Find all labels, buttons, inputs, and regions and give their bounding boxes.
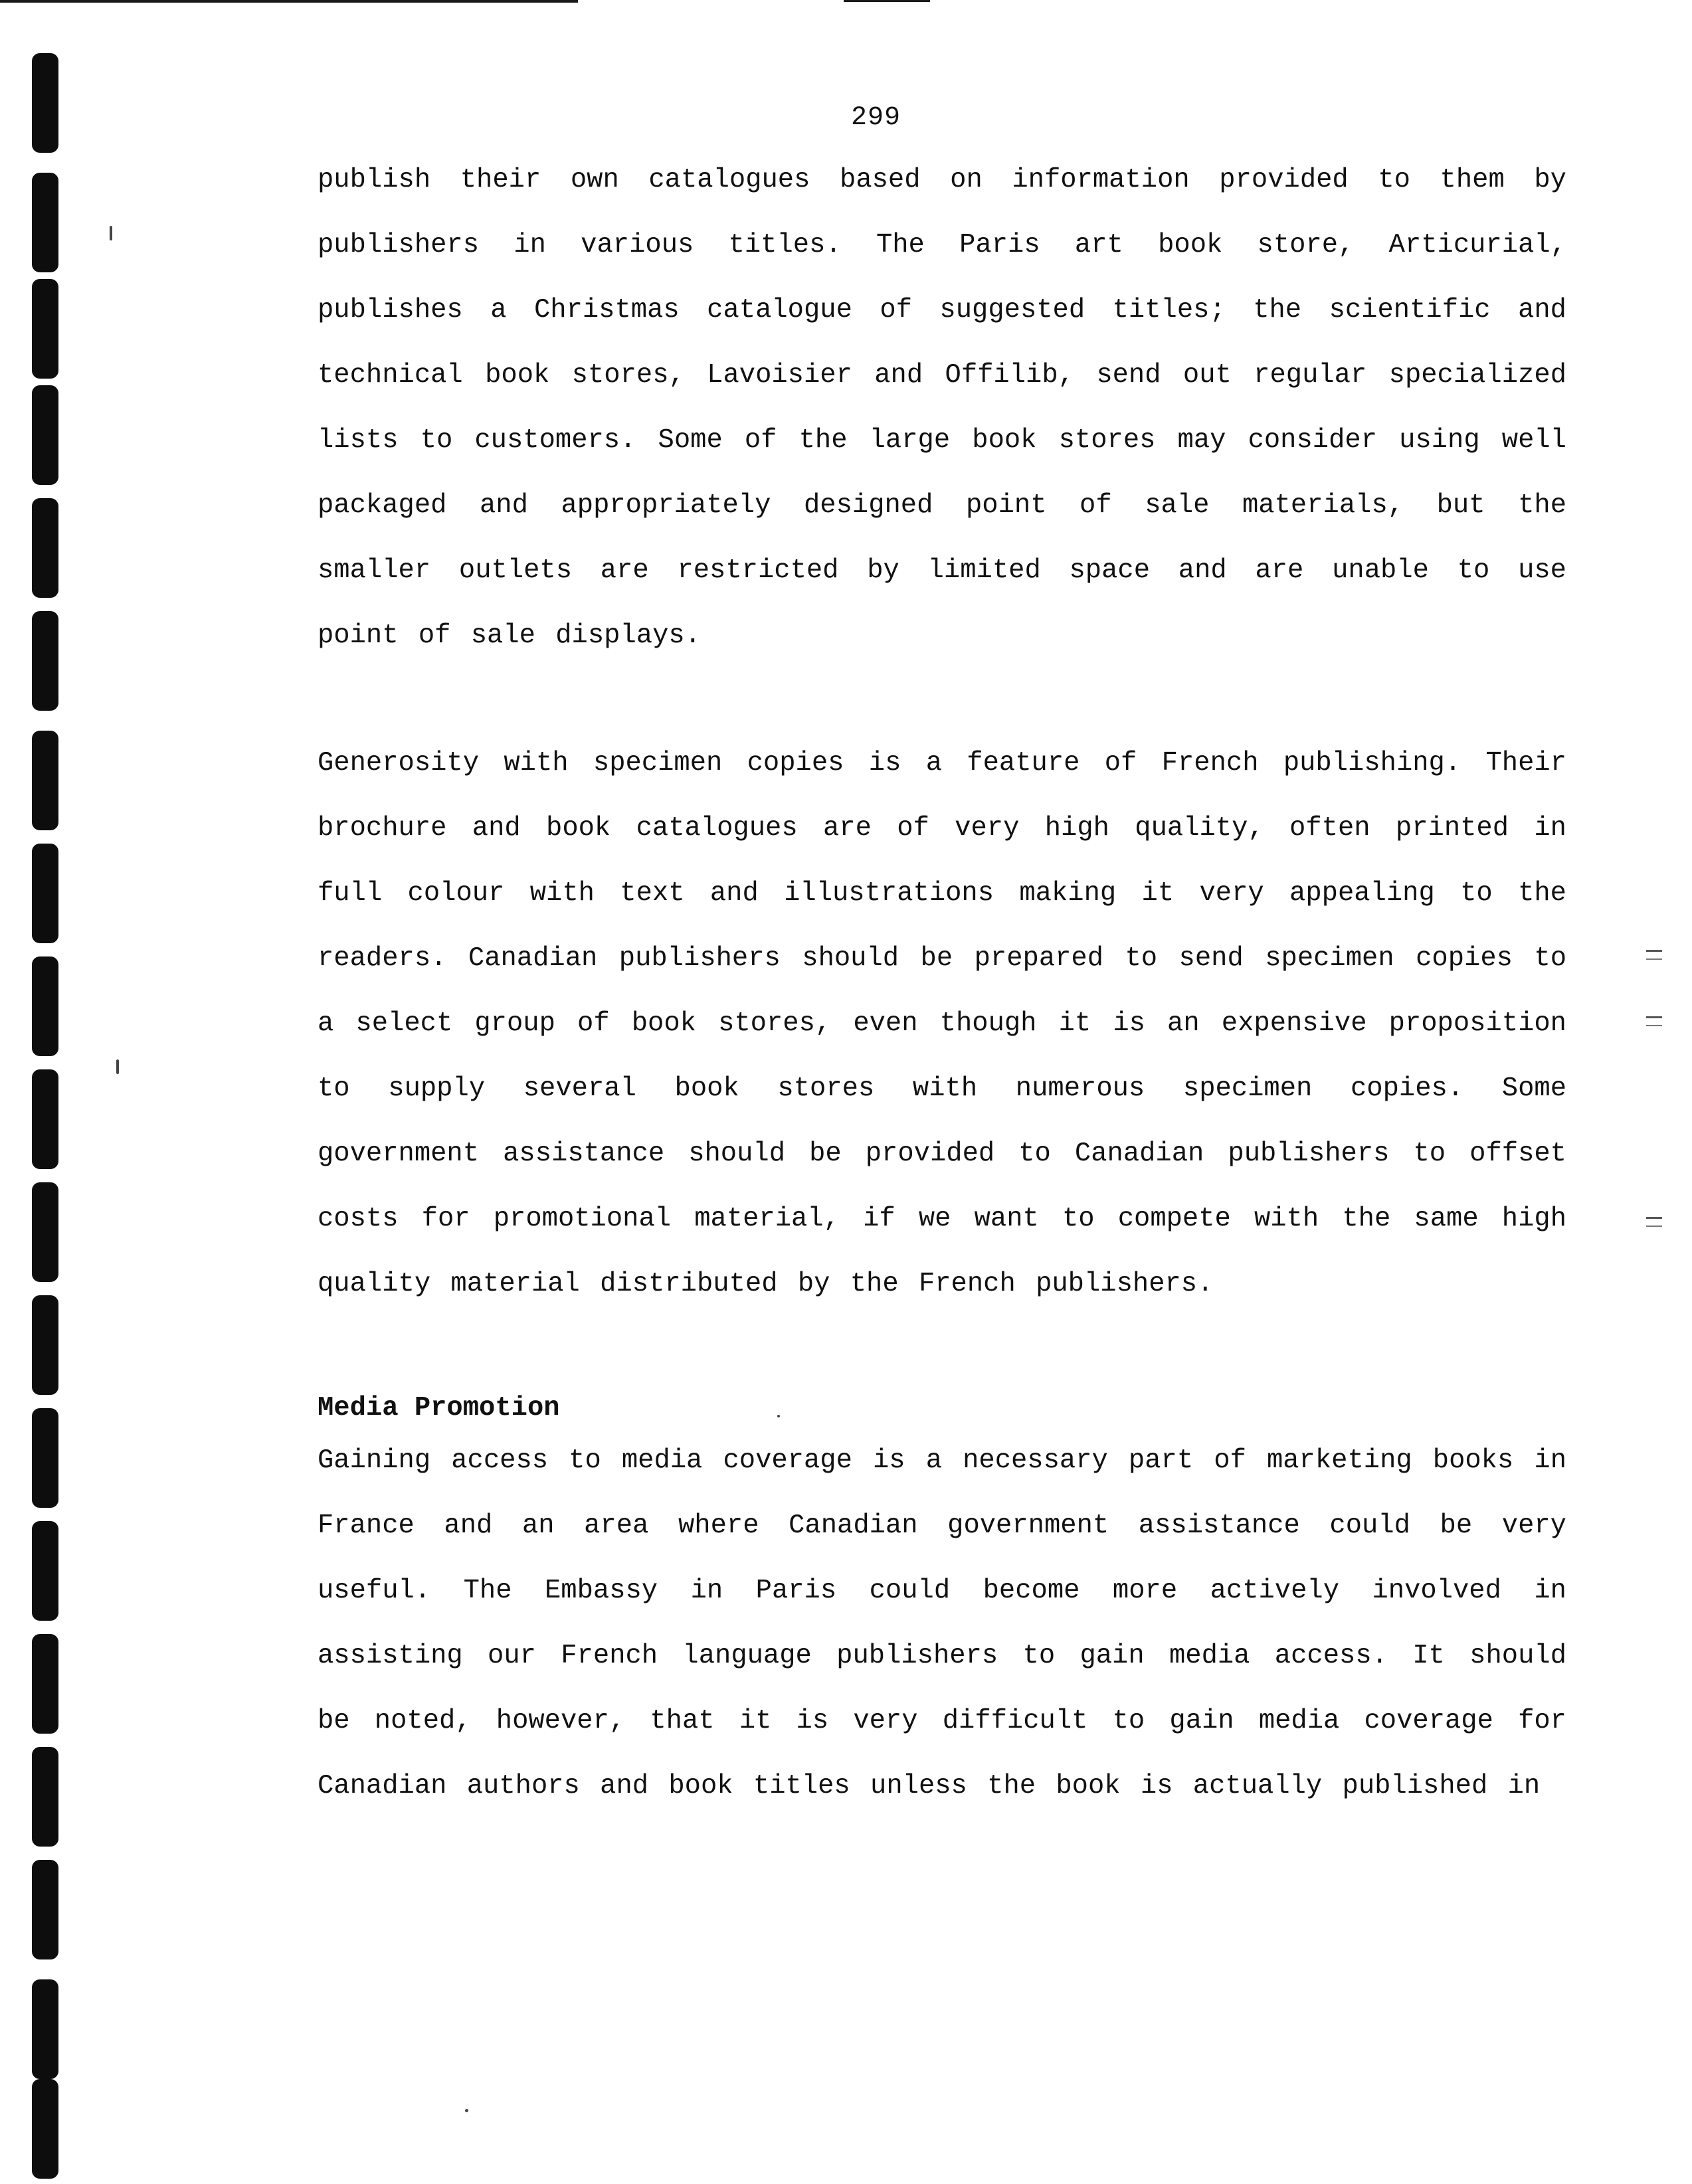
binding-hole — [32, 1634, 58, 1734]
section-spacer — [318, 1317, 1566, 1388]
scan-speck — [116, 1059, 119, 1074]
binding-holes-strip — [32, 40, 61, 2165]
scan-speck — [110, 226, 112, 240]
binding-hole — [32, 1860, 58, 1959]
binding-hole — [32, 611, 58, 711]
top-scan-rule — [0, 0, 578, 3]
margin-scan-mark — [1646, 1217, 1662, 1227]
section-heading: Media Promotion — [318, 1393, 560, 1423]
binding-hole — [32, 498, 58, 598]
binding-hole — [32, 844, 58, 943]
binding-hole — [32, 1408, 58, 1508]
margin-scan-mark — [1646, 1016, 1662, 1026]
body-paragraph: publish their own catalogues based on information provided to them by publishers in various titles. The Paris art book store, Articurial, publishes a Christmas catalogue of suggested titles; the scientific and technical book stores, Lavoisier and Offilib, send out regular specialized lists to customers. Some of the large book stores may consider using well packaged and appropriately designed point of sale materials, but the smaller outlets are restricted by limited space and are unable to use point of sale displays. — [318, 165, 1566, 651]
binding-hole — [32, 956, 58, 1056]
body-paragraph: Generosity with specimen copies is a feature of French publishing. Their brochure and book catalogues are of very high quality, often printed in full colour with text and illustrations making it very appealing to the readers. Canadian publishers should be prepared to send specimen copies to a select group of book stores, even though it is an expensive proposition to supply several book stores with numerous specimen copies. Some government assistance should be provided to Canadian publishers to offset costs for promotional material, if we want to compete with the same high quality material distributed by the French publishers. — [318, 748, 1566, 1299]
top-scan-rule-short — [844, 0, 930, 2]
binding-hole — [32, 1069, 58, 1169]
margin-scan-mark — [1646, 950, 1662, 960]
binding-hole — [32, 1521, 58, 1621]
page-number: 299 — [850, 103, 901, 133]
binding-hole — [32, 385, 58, 485]
page-body — [318, 147, 1566, 1819]
section-paragraph: Gaining access to media coverage is a necessary part of marketing books in France and an area where Canadian government assistance could be very useful. The Embassy in Paris could become more actively involved in assisting our French language publishers to gain media access. It should be noted, however, that it is very difficult to gain media coverage for Canadian authors and book titles unless the book is actually published in — [318, 1445, 1566, 1801]
binding-hole — [32, 1182, 58, 1282]
binding-hole — [32, 173, 58, 272]
binding-hole — [32, 2079, 58, 2179]
binding-hole — [32, 279, 58, 379]
binding-hole — [32, 731, 58, 830]
binding-hole — [32, 1295, 58, 1395]
binding-hole — [32, 1979, 58, 2079]
binding-hole — [32, 1747, 58, 1847]
paragraph-spacer — [318, 668, 1566, 731]
scan-speck — [465, 2109, 468, 2112]
